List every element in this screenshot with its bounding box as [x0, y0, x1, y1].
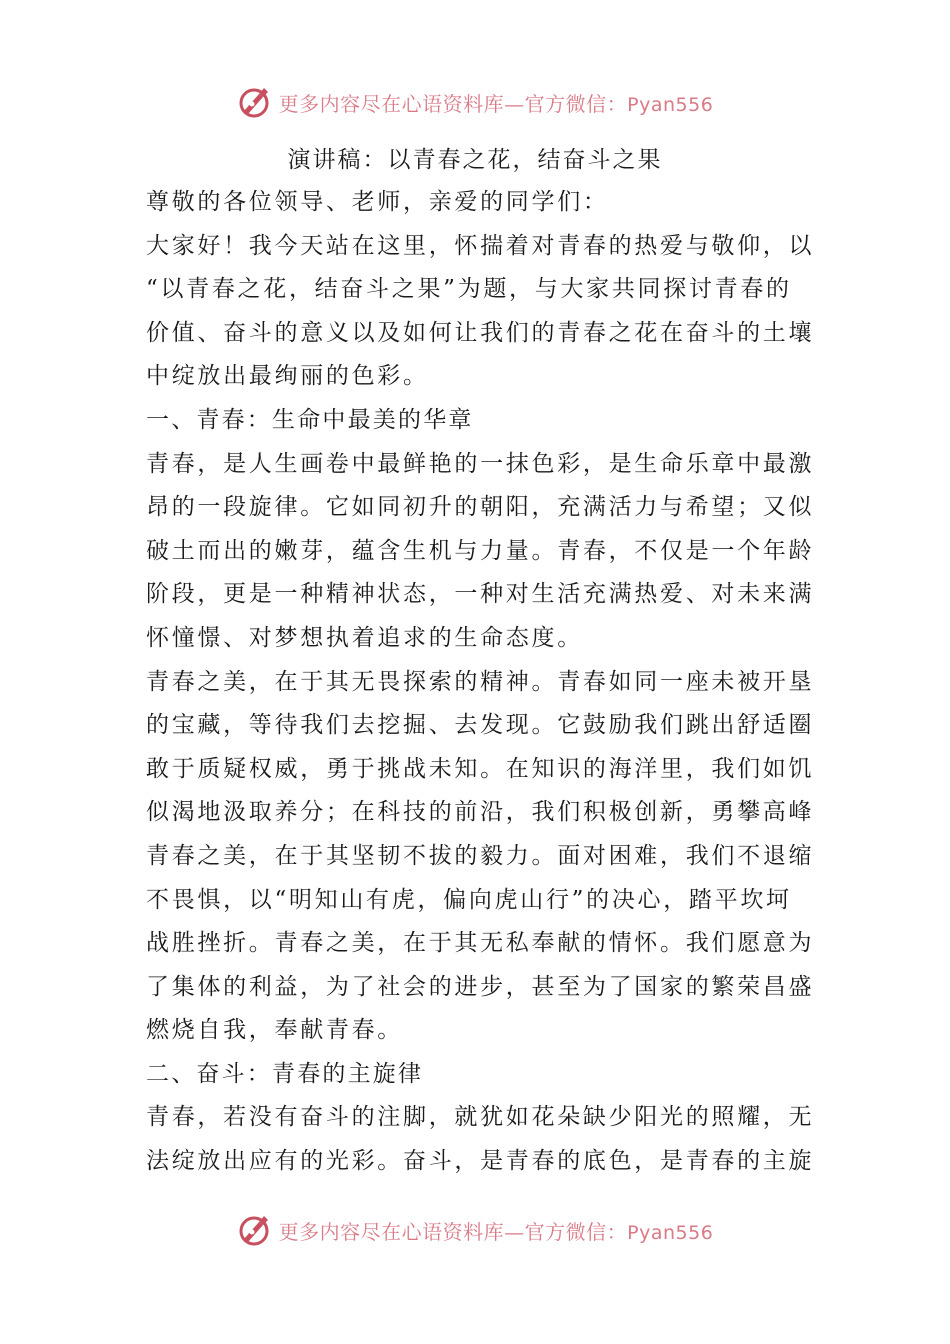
paragraph-line: 敢于质疑权威，勇于挑战未知。在知识的海洋里，我们如饥: [146, 755, 815, 782]
watermark-text: 更多内容尽在心语资料库—官方微信：Pyan556: [278, 91, 714, 116]
section-heading-1: 一、青春：生命中最美的华章: [146, 406, 474, 433]
paragraph-line: 战胜挫折。青春之美，在于其无私奉献的情怀。我们愿意为: [146, 930, 815, 957]
section-heading-2: 二、奋斗：青春的主旋律: [146, 1060, 424, 1087]
pen-logo-icon: [237, 84, 273, 120]
paragraph-line: “以青春之花，结奋斗之果”为题，与大家共同探讨青春的: [146, 276, 792, 303]
paragraph-line: 青春之美，在于其无畏探索的精神。青春如同一座未被开垦: [146, 668, 815, 695]
header-watermark-banner: [0, 82, 950, 122]
paragraph-line: 法绽放出应有的光彩。奋斗，是青春的底色，是青春的主旋: [146, 1148, 815, 1175]
watermark-text: 更多内容尽在心语资料库—官方微信：Pyan556: [278, 1219, 714, 1244]
watermark-handle: Pyan556: [627, 1221, 714, 1244]
paragraph-line: 青春，是人生画卷中最鲜艳的一抹色彩，是生命乐章中最激: [146, 450, 815, 477]
paragraph-line: 青春，若没有奋斗的注脚，就犹如花朵缺少阳光的照耀，无: [146, 1104, 815, 1131]
watermark-handle: Pyan556: [627, 93, 714, 116]
paragraph-line: 了集体的利益，为了社会的进步，甚至为了国家的繁荣昌盛: [146, 973, 815, 1000]
document-title: 演讲稿：以青春之花，结奋斗之果: [287, 147, 663, 173]
paragraph-line: 阶段，更是一种精神状态，一种对生活充满热爱、对未来满: [146, 581, 815, 608]
paragraph-line: 怀憧憬、对梦想执着追求的生命态度。: [146, 624, 583, 651]
paragraph-line: 中绽放出最绚丽的色彩。: [146, 363, 429, 390]
paragraph-line: 大家好！我今天站在这里，怀揣着对青春的热爱与敬仰，以: [146, 232, 815, 259]
paragraph-line: 青春之美，在于其坚韧不拔的毅力。面对困难，我们不退缩: [146, 842, 815, 869]
paragraph-line: 价值、奋斗的意义以及如何让我们的青春之花在奋斗的土壤: [146, 319, 815, 346]
footer-watermark-banner: [0, 1210, 950, 1250]
paragraph-line: 昂的一段旋律。它如同初升的朝阳，充满活力与希望；又似: [146, 494, 815, 521]
document-body: [146, 181, 816, 1184]
paragraph-line: 的宝藏，等待我们去挖掘、去发现。它鼓励我们跳出舒适圈: [146, 712, 815, 739]
paragraph-line: 不畏惧，以“明知山有虎，偏向虎山行”的决心，踏平坎坷: [146, 886, 792, 913]
pen-logo-icon: [237, 1212, 273, 1248]
paragraph-line: 破土而出的嫩芽，蕴含生机与力量。青春，不仅是一个年龄: [146, 537, 815, 564]
paragraph-line: 似渴地汲取养分；在科技的前沿，我们积极创新，勇攀高峰: [146, 799, 815, 826]
salutation: 尊敬的各位领导、老师，亲爱的同学们：: [146, 189, 609, 215]
paragraph-line: 燃烧自我，奉献青春。: [146, 1017, 403, 1044]
